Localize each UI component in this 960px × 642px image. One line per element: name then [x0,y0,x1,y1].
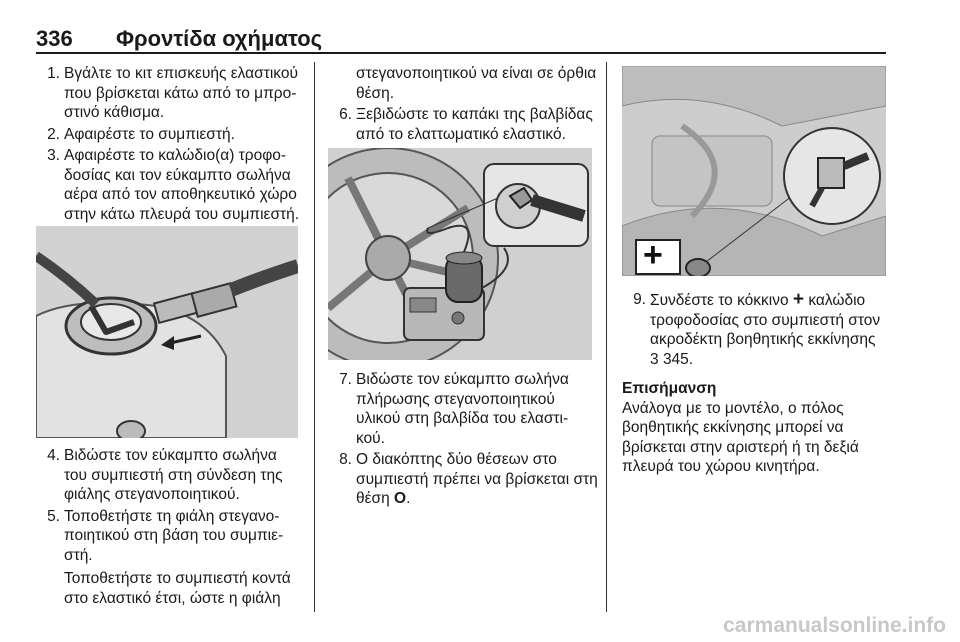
page-ref: 345. [662,350,694,368]
step-item [328,370,598,448]
note-title: Επισήμανση [622,380,717,397]
column-1-bottom [36,446,302,608]
page-ref-arrow-icon: 3 [650,350,659,368]
step-number: 4. [47,447,60,464]
column-1-top [36,64,302,226]
figure-engine-bay [622,66,886,276]
step-item [36,125,302,145]
step-item [36,446,302,505]
continuation-text: στεγανοποιητικού να είναι σε όρθια θέση. [356,65,597,102]
step-text: Συνδέστε το κόκκινο [650,292,789,309]
watermark: carmanualsonline.info [723,614,946,637]
step-text: Αφαιρέστε το συμπιεστή. [64,125,235,143]
step-number: 2. [47,125,60,143]
step-text: καλώδιο τροφοδοσίας στο συμπιεστή στον ακροδέκτη βοηθητικής εκκίνησης [650,292,881,348]
step-9 [622,290,888,369]
step-number: 3. [47,147,60,164]
step-number: 7. [339,371,352,388]
step-text: Αφαιρέστε το καλώδιο(α) τροφο- δοσίας και τον εύκαμπτο σωλήνα αέρα από τον αποθηκευτικό χώρο στην κάτω πλευρά του συμπιεστή. [64,147,300,223]
compressor-hose-bottle-illustration [36,226,298,438]
step-number: 5. [47,507,60,525]
step-text: Βιδώστε τον εύκαμπτο σωλήνα πλήρωσης στεγανοποιητικού υλικού στη βαλβίδα του ελαστι- κού. [356,371,569,447]
step-text: Βγάλτε το κιτ επισκευής ελαστικού που βρίσκεται κάτω από το μπρο- στινό κάθισμα. [64,65,298,121]
column-3 [622,290,888,477]
step-item [328,105,598,144]
valve-compressor-illustration [328,148,592,360]
step-text: Βιδώστε τον εύκαμπτο σωλήνα του συμπιεστή στη σύνδεση της φιάλης στεγανοποιητικού. [64,447,283,503]
step-item [36,507,302,566]
step-number: 9. [633,291,646,308]
column-divider [314,62,315,612]
column-2-bottom [328,370,598,511]
header-rule [36,52,886,54]
step-text: Ξεβιδώστε το καπάκι της βαλβίδας από το ελαττωματικό ελαστικό. [356,106,593,143]
plus-terminal-icon: + [643,236,663,274]
page-number: 336 [36,26,73,51]
step-5-extra: Τοποθετήστε το συμπιεστή κοντά στο ελαστικό έτσι, ώστε η φιάλη [64,570,291,607]
punctuation: . [406,490,411,507]
step-item [36,64,302,123]
step-item [36,146,302,224]
switch-position: O [394,490,407,507]
page-title: Φροντίδα οχήματος [116,26,323,51]
column-2-top [328,64,598,146]
step-text: Ο διακόπτης δύο θέσεων στο συμπιεστή πρέπει να βρίσκεται στη θέση [356,451,598,507]
step-number: 1. [47,65,60,82]
note-text: Ανάλογα με το μοντέλο, ο πόλος βοηθητικής εκκίνησης μπορεί να βρίσκεται στην αριστερή ή τη δεξιά πλευρά του χώρου κινητήρα. [622,399,859,475]
step-number: 6. [339,106,352,123]
figure-valve-compressor [328,148,592,360]
step-text: Τοποθετήστε τη φιάλη στεγανο- ποιητικού στη βάση του συμπιε- στή. [64,507,284,564]
column-divider [606,62,607,612]
step-8 [328,450,598,509]
page-header [36,26,886,52]
step-number: 8. [339,451,352,468]
plus-icon: + [792,289,804,310]
figure-compressor-bottle [36,226,298,438]
